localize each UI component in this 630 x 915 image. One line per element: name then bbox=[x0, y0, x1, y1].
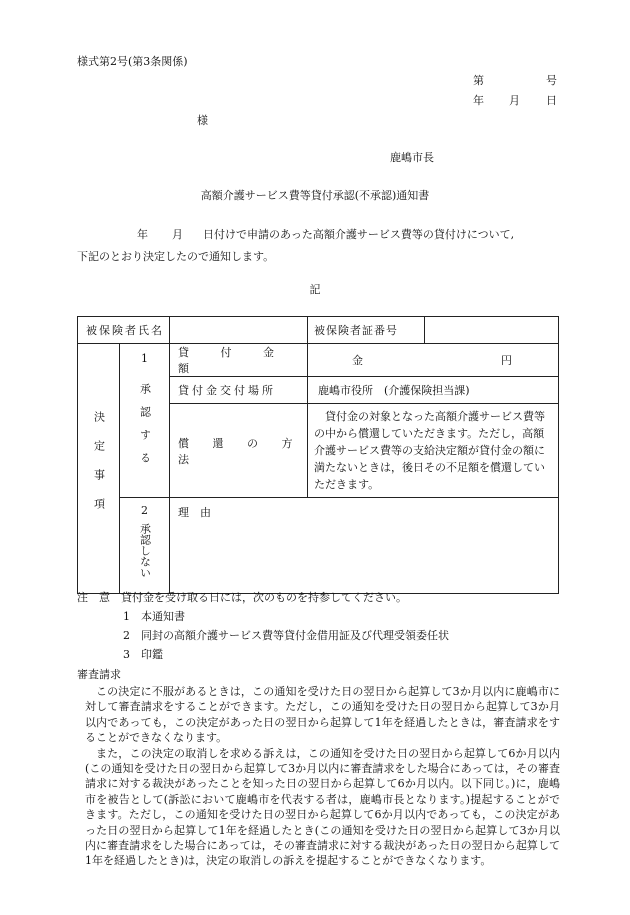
review-paragraph-2: また，この決定の取消しを求める訴えは，この通知を受けた日の翌日から起算して6か月以内(この通知を受けた日の翌日から起算して3か月以内に審査請求をした場合にあっては，その審査請求に対する裁決があったことを知った日の翌日から起算して6か月以内。以下同じ。)に，鹿嶋市を被告として(訴訟において鹿嶋市を代表する者は，鹿嶋市長となります。)提起することができます。ただし，この通知を受けた日の翌日から起算して6か月以内であっても，この決定があった日の翌日から起算して1年を経過したとき(この通知を受けた日の翌日から起算して3か月以内に審査請求をした場合にあっては，その審査請求に対する裁決があった日の翌日から起算して1年を経過したとき)は，決定の取消しの訴えを提起することができなくなります。 bbox=[85, 746, 560, 868]
notes-section bbox=[77, 588, 449, 664]
body-month: 月 bbox=[172, 228, 183, 241]
repay-method-text: 貸付金の対象となった高額介護サービス費等の中から償還していただきます。ただし，高額介護サービス費等の支給決定額が貸付金の額に満たないときは，後日その不足額を償還していただきます。 bbox=[308, 404, 559, 498]
notes-item: 1 本通知書 bbox=[123, 610, 185, 623]
notes-item: 3 印鑑 bbox=[123, 648, 163, 661]
ki-heading: 記 bbox=[309, 283, 321, 296]
notes-item: 2 同封の高額介護サービス費等貸付金借用証及び代理受領委任状 bbox=[123, 629, 449, 642]
approve-label: 承認する bbox=[138, 383, 152, 475]
date-year-label: 年 bbox=[473, 94, 484, 107]
repay-method-label: 償 還 の 方 法 bbox=[170, 404, 308, 498]
insured-number-value bbox=[425, 317, 558, 343]
insured-name-value bbox=[170, 317, 307, 343]
review-paragraph-1: この決定に不服があるときは，この通知を受けた日の翌日から起算して3か月以内に鹿嶋市に対して審査請求をすることができます。ただし，この通知を受けた日の翌日から起算して3か月以内であっても，この決定があった日の翌日から起算して1年を経過したときは，審査請求をすることができなくなります。 bbox=[85, 685, 560, 745]
loan-place-label: 貸付金交付場所 bbox=[170, 377, 308, 404]
decision-label: 決定事項 bbox=[92, 410, 106, 527]
review-title: 審査請求 bbox=[77, 668, 121, 681]
body-year: 年 bbox=[137, 228, 148, 241]
notes-label: 注 意 貸付金を受け取る日には，次のものを持参してください。 bbox=[77, 591, 407, 604]
date-day-label: 日 bbox=[546, 94, 557, 107]
body-text bbox=[77, 224, 557, 268]
body-text-line2: 下記のとおり決定したので通知します。 bbox=[77, 250, 275, 263]
doc-number-label: 第 bbox=[473, 74, 484, 87]
decision-table bbox=[77, 316, 559, 594]
review-body bbox=[85, 684, 560, 869]
sender: 鹿嶋市長 bbox=[390, 151, 434, 164]
loan-amount-unit: 円 bbox=[501, 354, 512, 367]
doc-number-suffix: 号 bbox=[546, 74, 557, 87]
loan-amount-label: 貸 付 金 額 bbox=[170, 344, 308, 377]
addressee-suffix: 様 bbox=[197, 114, 208, 127]
reject-label: 承認しない bbox=[138, 523, 152, 578]
date-month-label: 月 bbox=[509, 94, 520, 107]
body-text-line1: 日付けで申請のあった高額介護サービス費等の貸付けについて, bbox=[203, 228, 515, 241]
reason-label: 理 由 bbox=[178, 506, 211, 519]
approve-number: 1 bbox=[141, 352, 148, 365]
document-title: 高額介護サービス費等貸付承認(不承認)通知書 bbox=[200, 189, 430, 202]
insured-name-label: 被保険者氏名 bbox=[78, 317, 170, 344]
insured-number-label: 被保険者証番号 bbox=[308, 317, 425, 343]
reject-number: 2 bbox=[141, 504, 148, 517]
form-number: 様式第2号(第3条関係) bbox=[77, 55, 188, 68]
loan-amount-prefix: 金 bbox=[352, 354, 363, 367]
loan-place-value: 鹿嶋市役所 (介護保険担当課) bbox=[308, 377, 559, 404]
